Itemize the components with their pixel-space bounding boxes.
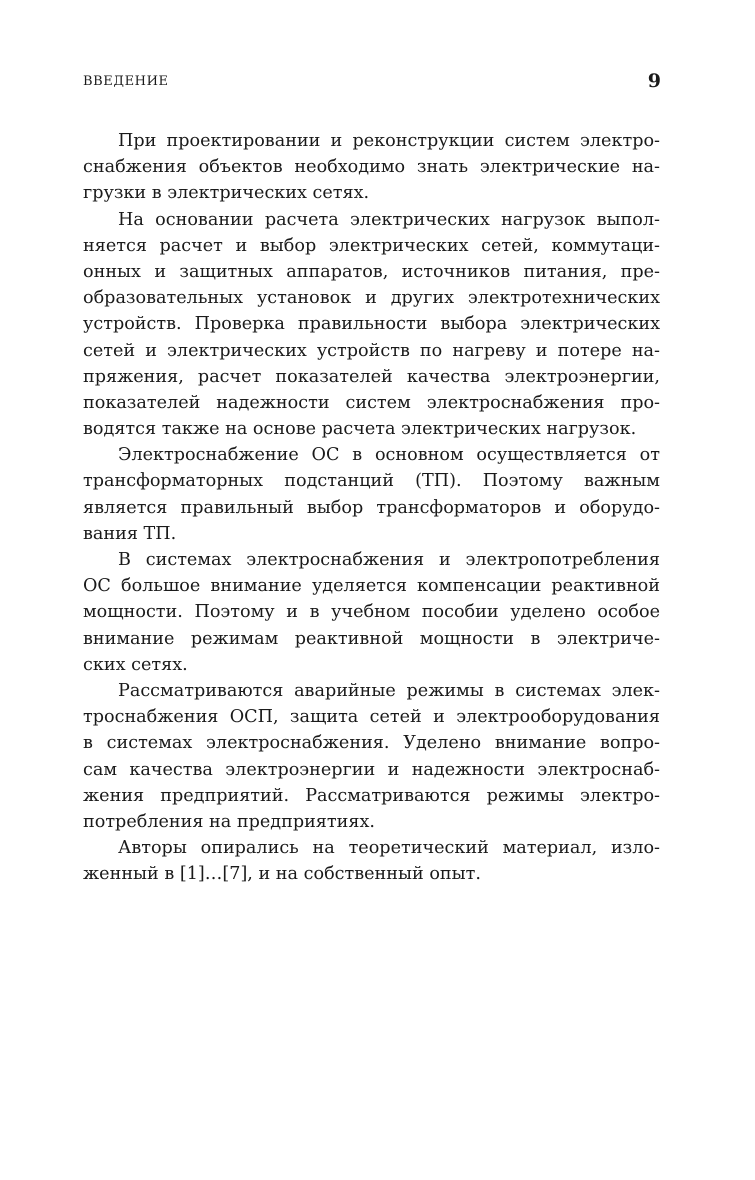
text-line: В системах электроснабжения и электропотребления xyxy=(118,550,660,570)
text-line: Электроснабжение ОС в основном осуществляется от xyxy=(118,445,660,466)
text-line: водятся также на основе расчета электрических нагрузок. xyxy=(83,419,637,440)
text-line: Авторы опирались на теоретический материал, изло- xyxy=(118,838,660,859)
text-line: показателей надежности систем электроснабжения про- xyxy=(83,392,660,413)
text-line: сетей и электрических устройств по нагреву и потере на- xyxy=(83,340,660,361)
text-line: пряжения, расчет показателей качества электроэнергии, xyxy=(83,366,660,387)
text-line: онных и защитных аппаратов, источников питания, пре- xyxy=(83,261,660,282)
text-line: Рассматриваются аварийные режимы в системах элек- xyxy=(118,680,660,701)
text-line: внимание режимам реактивной мощности в электриче- xyxy=(83,628,660,649)
text-line: вания ТП. xyxy=(83,523,177,544)
text-line: является правильный выбор трансформаторов и оборудо- xyxy=(83,497,660,518)
page-number: 9 xyxy=(647,70,661,92)
text-line: На основании расчета электрических нагрузок выпол- xyxy=(118,209,660,230)
text-line: образовательных установок и других электротехнических xyxy=(83,288,660,309)
text-line: мощности. Поэтому и в учебном пособии уделено особое xyxy=(83,602,660,623)
text-line: жения предприятий. Рассматриваются режимы электро- xyxy=(83,785,660,806)
text-line: троснабжения ОСП, защита сетей и электрооборудования xyxy=(83,707,660,728)
text-line: ОС большое внимание уделяется компенсации реактивной xyxy=(83,576,660,597)
text-line: грузки в электрических сетях. xyxy=(83,183,370,204)
text-line: потребления на предприятиях. xyxy=(83,811,375,832)
text-line: няется расчет и выбор электрических сетей, коммутаци- xyxy=(83,235,660,256)
text-line: снабжения объектов необходимо знать электрические на- xyxy=(83,157,660,178)
text-line: устройств. Проверка правильности выбора электрических xyxy=(83,314,660,335)
text-line: ских сетях. xyxy=(83,654,188,675)
text-line: При проектировании и реконструкции систем электро- xyxy=(118,131,660,151)
text-line: трансформаторных подстанций (ТП). Поэтому важным xyxy=(83,471,660,492)
running-head-title: ВВЕДЕНИЕ xyxy=(83,74,169,89)
text-line: в системах электроснабжения. Уделено внимание вопро- xyxy=(83,733,660,754)
body-text xyxy=(83,128,660,887)
text-line: женный в [1]…[7], и на собственный опыт. xyxy=(83,864,481,885)
text-line: сам качества электроэнергии и надежности электроснаб- xyxy=(83,759,660,780)
